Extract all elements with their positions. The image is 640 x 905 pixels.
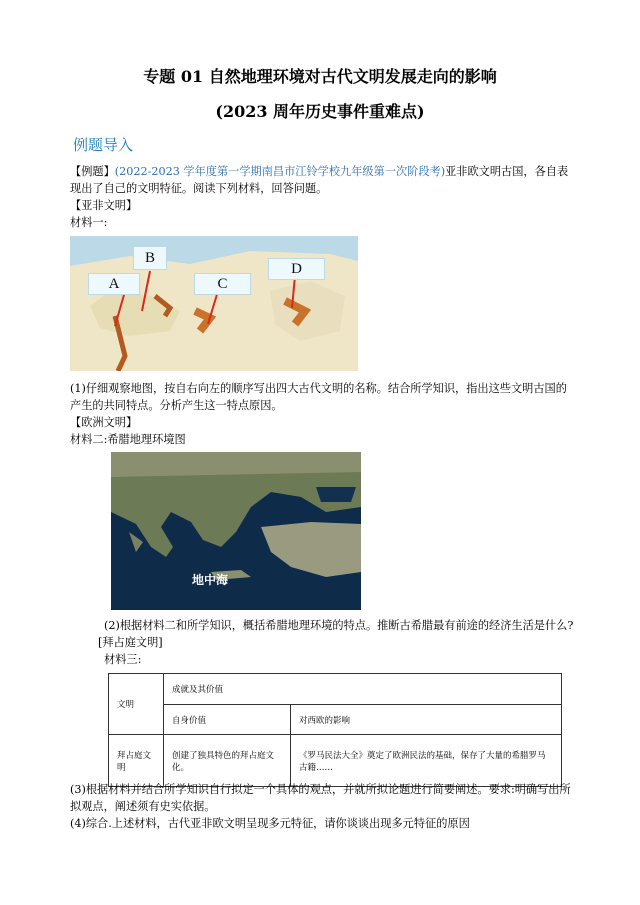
col-civ-header: 文明 <box>109 674 164 735</box>
map-label-b: B <box>133 246 167 270</box>
question-1 <box>70 380 580 414</box>
question-1-line2: 产生的共同特点。分析产生这一特点原因。 <box>70 399 283 412</box>
question-3-line2: 拟观点，阐述须有史实依据。 <box>70 800 216 813</box>
row-self-cell: 创建了独具特色的拜占庭文化。 <box>164 735 291 787</box>
row-west-cell: 《罗马民法大全》奠定了欧洲民法的基础，保存了大量的希腊罗马古籍…… <box>291 735 562 787</box>
material-two-label: 材料二:希腊地理环境图 <box>70 433 186 446</box>
map-label-a: A <box>88 273 140 295</box>
mediterranean-label: 地中海 <box>192 573 229 587</box>
page-title: 专题 01 自然地理环境对古代文明发展走向的影响 <box>143 67 497 86</box>
example-tag: 【例题】 <box>70 165 115 178</box>
section-heading: 例题导入 <box>73 136 134 154</box>
question-2: (2)根据材料二和所学知识，概括希腊地理环境的特点。推断古希腊最有前途的经济生活是什么? <box>104 619 574 632</box>
map-graphic <box>70 236 358 371</box>
sub-west-header: 对西欧的影响 <box>291 705 562 735</box>
question-1-line1: (1)仔细观察地图，按自右向左的顺序写出四大古代文明的名称。结合所学知识，指出这些文明古国的 <box>70 382 567 395</box>
material-three-label: 材料三: <box>104 653 142 666</box>
afro-asia-heading: 【亚非文明】 <box>70 199 138 212</box>
ancient-civilizations-map <box>70 236 358 371</box>
sub-self-header: 自身价值 <box>164 705 291 735</box>
question-3-line1: (3)根据材料并结合所学知识自行拟定一个具体的观点，并就所拟论题进行简要阐述。要求:明确写出所 <box>70 783 571 796</box>
question-4: (4)综合.上述材料，古代亚非欧文明呈现多元特征，请你谈谈出现多元特征的原因 <box>70 817 470 830</box>
example-intro-b: 现出了自己的文明特征。阅读下列材料，回答问题。 <box>70 182 328 195</box>
europe-heading: 【欧洲文明】 <box>70 416 138 429</box>
row-civ-cell: 拜占庭文明 <box>109 735 164 787</box>
question-3 <box>70 781 580 815</box>
map-label-d: D <box>268 258 325 280</box>
example-intro <box>70 163 580 197</box>
map-label-c: C <box>194 273 251 295</box>
greece-map <box>111 452 361 610</box>
material-one-label: 材料一: <box>70 216 108 229</box>
col-achieve-header: 成就及其价值 <box>164 674 562 705</box>
greece-map-graphic <box>111 452 361 610</box>
example-intro-a: 亚非欧文明古国，各自表 <box>445 165 569 178</box>
example-source: (2022-2023 学年度第一学期南昌市江铃学校九年级第一次阶段考) <box>114 165 446 178</box>
byzantine-heading: [拜占庭文明] <box>98 636 163 649</box>
black-sea <box>316 487 356 502</box>
page-subtitle: (2023 周年历史事件重难点) <box>215 102 425 121</box>
byzantine-table <box>108 673 562 787</box>
